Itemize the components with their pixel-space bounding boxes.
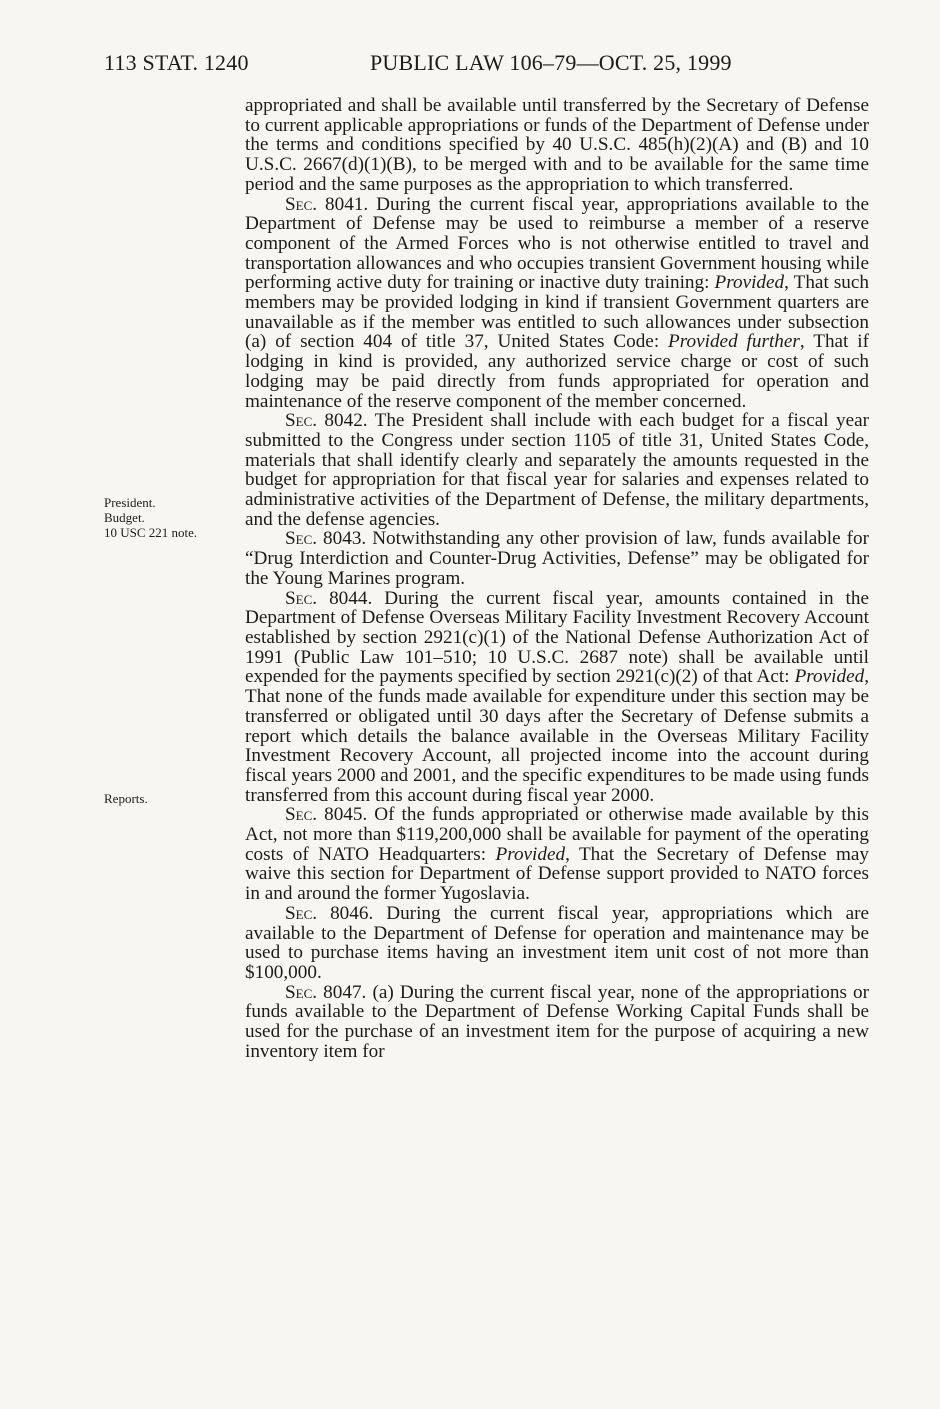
statute-body bbox=[245, 96, 869, 1061]
section-text: (a) During the current fiscal year, none of the appropriations or funds available to the Department of Defense Working Capital Funds shall be used for the purchase of an investment item for the purpose of acquiring a new inventory item for bbox=[245, 981, 869, 1062]
section-text: Notwithstanding any other provision of law, funds available for “Drug Interdiction and Counter-Drug Activities, Defense” may be obligated for the Young Marines program. bbox=[245, 528, 869, 589]
margin-note-line: Reports. bbox=[104, 791, 148, 806]
section-text: During the current fiscal year, amounts contained in the Department of Defense Overseas Military Facility Investment Recovery Account established by section 2921(c)(1) of the National Defense Authorization Act of 1991 (Public Law 101–510; 10 U.S.C. 2687 note) shall be available until expended for the payments specified by section 2921(c)(2) of that Act: bbox=[245, 587, 869, 688]
section-label: Sec. 8045. bbox=[285, 804, 368, 826]
margin-note-line: Budget. bbox=[104, 510, 145, 525]
section-text: During the current fiscal year, appropriations which are available to the Department of Defense for operation and maintenance may be used to purchase items having an investment item unit cost of not more than $100,000. bbox=[245, 902, 869, 983]
section-text: , That if lodging in kind is provided, any authorized service charge or cost of such lodging may be paid directly from funds appropriated for operation and maintenance of the reserve component of the member concerned. bbox=[245, 331, 869, 412]
margin-note-line: President. bbox=[104, 495, 156, 510]
proviso-italic: Provided further bbox=[668, 331, 800, 353]
section-label: Sec. 8047. bbox=[285, 981, 367, 1003]
section-text: The President shall include with each budget for a fiscal year submitted to the Congress under section 1105 of title 31, United States Code, materials that shall identify clearly and separately the amounts requested in the budget for appropriation for that fiscal year for salaries and expenses related to administrative activities of the Department of Defense, the military departments, and the defense agencies. bbox=[245, 410, 869, 530]
section-paragraph bbox=[245, 195, 869, 412]
proviso-italic: Provided bbox=[794, 666, 865, 688]
section-paragraph bbox=[245, 904, 869, 983]
law-title: PUBLIC LAW 106–79—OCT. 25, 1999 bbox=[370, 50, 732, 75]
section-paragraph bbox=[245, 411, 869, 529]
section-paragraph bbox=[245, 805, 869, 904]
section-text: , That none of the funds made available for expenditure under this section may be transferred or obligated until 30 days after the Secretary of Defense submits a report which details the balance available in the Overseas Military Facility Investment Recovery Account, all projected income into the account during fiscal years 2000 and 2001, and the specific expenditures to be made using funds transferred from this account during fiscal year 2000. bbox=[245, 666, 869, 806]
proviso-italic: Provided bbox=[714, 272, 785, 294]
section-paragraph bbox=[245, 983, 869, 1062]
section-label: Sec. 8046. bbox=[285, 902, 374, 924]
section-text: , That such members may be provided lodging in kind if transient Government quarters are unavailable as if the member was entitled to such allowances under subsection (a) of section 404 of title 37, United States Code: bbox=[245, 272, 869, 353]
page-header bbox=[104, 50, 884, 80]
section-label: Sec. 8042. bbox=[285, 410, 368, 432]
section-text: During the current fiscal year, appropriations available to the Department of Defense may be used to reimburse a member of a reserve component of the Armed Forces who is not otherwise entitled to travel and transportation allowances and who occupies transient Government housing while performing active duty for training or inactive duty training: bbox=[245, 193, 869, 294]
statute-reference: 113 STAT. 1240 bbox=[104, 50, 249, 75]
margin-note-reports bbox=[104, 791, 148, 806]
sections-container bbox=[245, 195, 869, 1062]
margin-note-line: 10 USC 221 note. bbox=[104, 525, 198, 540]
section-paragraph bbox=[245, 529, 869, 588]
section-label: Sec. 8041. bbox=[285, 193, 369, 215]
continuation-paragraph: appropriated and shall be available until transferred by the Secretary of Defense to current applicable appropriations or funds of the Department of Defense under the terms and conditions specified by 40 U.S.C. 485(h)(2)(A) and (B) and 10 U.S.C. 2667(d)(1)(B), to be merged with and to be available for the same time period and the same purposes as the appropriation to which transferred. bbox=[245, 95, 869, 195]
margin-note-president-budget bbox=[104, 495, 197, 540]
proviso-italic: Provided bbox=[495, 843, 566, 865]
section-label: Sec. 8043. bbox=[285, 528, 367, 550]
section-text: , That the Secretary of Defense may waive this section for Department of Defense support provided to NATO forces in and around the former Yugoslavia. bbox=[245, 843, 869, 905]
section-label: Sec. 8044. bbox=[285, 587, 373, 609]
section-text: Of the funds appropriated or otherwise made available by this Act, not more than $119,200,000 shall be available for payment of the operating costs of NATO Headquarters: bbox=[245, 804, 869, 865]
section-paragraph bbox=[245, 589, 869, 806]
